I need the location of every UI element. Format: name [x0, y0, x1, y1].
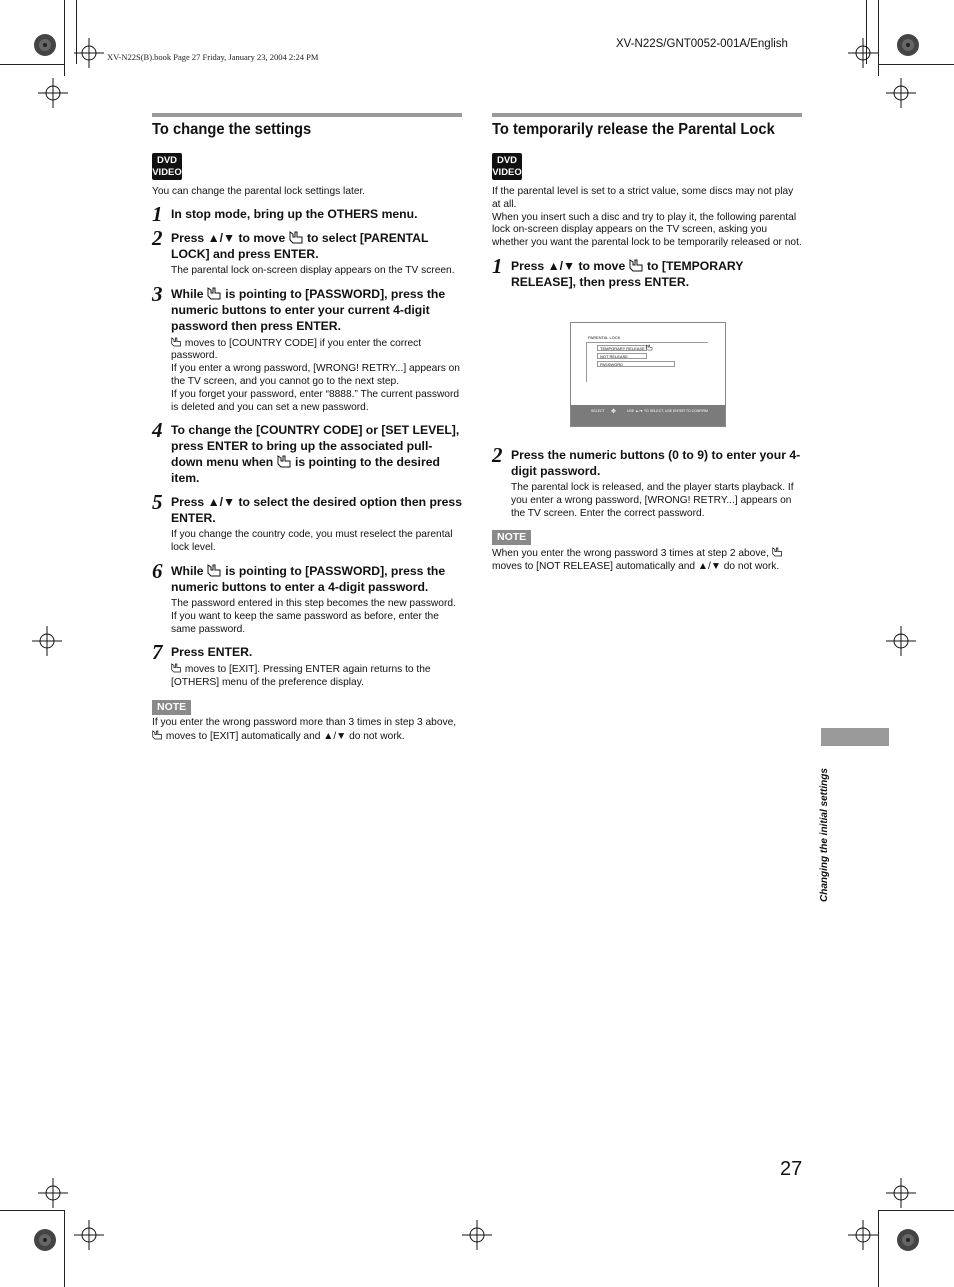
parental-lock-osd	[570, 322, 726, 427]
pointer-hand-icon	[646, 344, 653, 351]
registration-target-icon	[32, 626, 62, 656]
pointer-hand-icon	[171, 663, 182, 673]
rosette-icon	[33, 33, 57, 57]
osd-item-not-release: NOT RELEASE	[597, 353, 647, 359]
pointer-hand-icon	[289, 231, 304, 244]
dvd-video-badge-icon: DVD VIDEO	[152, 155, 182, 178]
pointer-hand-icon	[629, 259, 644, 272]
rosette-icon	[896, 33, 920, 57]
osd-item-password: PASSWORD	[597, 361, 675, 367]
step-4: 4 To change the [COUNTRY CODE] or [SET LEVEL], press ENTER to bring up the associated pull-down menu when is pointing to the desired item.	[152, 418, 460, 486]
osd-item-temporary-release: TEMPORARY RELEASE	[597, 345, 647, 351]
note-text: If you enter the wrong password more than 3 times in step 3 above, moves to [EXIT] automatically and ▲/▼ do not work.	[152, 716, 457, 742]
registration-target-icon	[886, 1178, 916, 1208]
rosette-icon	[33, 1228, 57, 1252]
rosette-icon	[896, 1228, 920, 1252]
step-5: 5 Press ▲/▼ to select the desired option then press ENTER. If you change the country code, you must reselect the parental lock level.	[152, 490, 462, 554]
note-text: When you enter the wrong password 3 times at step 2 above, moves to [NOT RELEASE] automatically and ▲/▼ do not work.	[492, 547, 802, 574]
file-info: XV-N22S(B).book Page 27 Friday, January 23, 2004 2:24 PM	[107, 52, 319, 62]
side-label: Changing the initial settings	[819, 768, 830, 902]
registration-target-icon	[74, 38, 104, 68]
registration-target-icon	[38, 1178, 68, 1208]
left-column	[152, 113, 462, 744]
pointer-hand-icon	[772, 547, 783, 557]
pointer-hand-icon	[207, 287, 222, 300]
registration-target-icon	[38, 78, 68, 108]
right-column	[492, 113, 802, 290]
registration-target-icon	[462, 1220, 492, 1250]
osd-title: PARENTAL LOCK	[588, 335, 621, 340]
osd-select-label: SELECT	[591, 409, 605, 413]
step-2: 2 Press the numeric buttons (0 to 9) to enter your 4-digit password. The parental lock is released, and the player starts playback. If you enter a wrong password, [WRONG! RETRY...] appears on the TV screen. Enter the correct password.	[492, 443, 801, 519]
osd-divider	[586, 342, 587, 382]
page-number: 27	[780, 1158, 803, 1180]
registration-target-icon	[848, 38, 878, 68]
select-arrows-icon: ✥	[611, 409, 617, 415]
intro-text: If the parental level is set to a strict value, some discs may not play at all.	[492, 186, 794, 210]
registration-target-icon	[74, 1220, 104, 1250]
section-title: To temporarily release the Parental Lock	[492, 121, 775, 138]
section-title: To change the settings	[152, 121, 312, 138]
pointer-hand-icon	[277, 455, 292, 468]
dvd-video-badge-icon: DVD VIDEO	[492, 155, 522, 178]
section-tab	[821, 728, 889, 746]
osd-help-bar	[571, 405, 725, 426]
step-3: 3 While is pointing to [PASSWORD], press the numeric buttons to enter your current 4-digit password then press ENTER. moves to [COUNTRY CODE] if you enter the correct password. If you enter a wrong password, [WRONG! RETRY...] appears on the TV screen, and you cannot go to the next step. If you forget your password, enter “8888.” The current password is deleted and you can set a new password.	[152, 281, 460, 413]
right-column-lower	[492, 443, 802, 574]
document-id: XV-N22S/GNT0052-001A/English	[616, 38, 788, 50]
note-label: NOTE	[492, 530, 531, 545]
step-7: 7 Press ENTER. moves to [EXIT]. Pressing ENTER again returns to the [OTHERS] menu of the preference display.	[152, 640, 431, 689]
registration-target-icon	[886, 626, 916, 656]
pointer-hand-icon	[207, 564, 222, 577]
step-1: 1 In stop mode, bring up the OTHERS menu.	[152, 201, 418, 226]
step-1: 1 Press ▲/▼ to move to [TEMPORARY RELEASE], then press ENTER.	[492, 253, 744, 289]
osd-help-text: USE ▲/▼ TO SELECT, USE ENTER TO CONFIRM	[627, 409, 708, 413]
step-2: 2 Press ▲/▼ to move to select [PARENTAL LOCK] and press ENTER. The parental lock on-screen display appears on the TV screen.	[152, 225, 455, 276]
step-6: 6 While is pointing to [PASSWORD], press the numeric buttons to enter a 4-digit password. The password entered in this step becomes the new password. If you want to keep the same password as before, enter the same password.	[152, 558, 456, 635]
registration-target-icon	[886, 78, 916, 108]
registration-target-icon	[848, 1220, 878, 1250]
note-label: NOTE	[152, 700, 191, 715]
intro-text: You can change the parental lock settings later.	[152, 186, 366, 197]
intro-text: When you insert such a disc and try to play it, the following parental lock on-screen display appears on the TV screen, asking you whether you want the parental lock to be temporarily released or not.	[492, 211, 802, 249]
pointer-hand-icon	[152, 730, 163, 740]
pointer-hand-icon	[171, 337, 182, 347]
osd-divider	[586, 342, 708, 343]
